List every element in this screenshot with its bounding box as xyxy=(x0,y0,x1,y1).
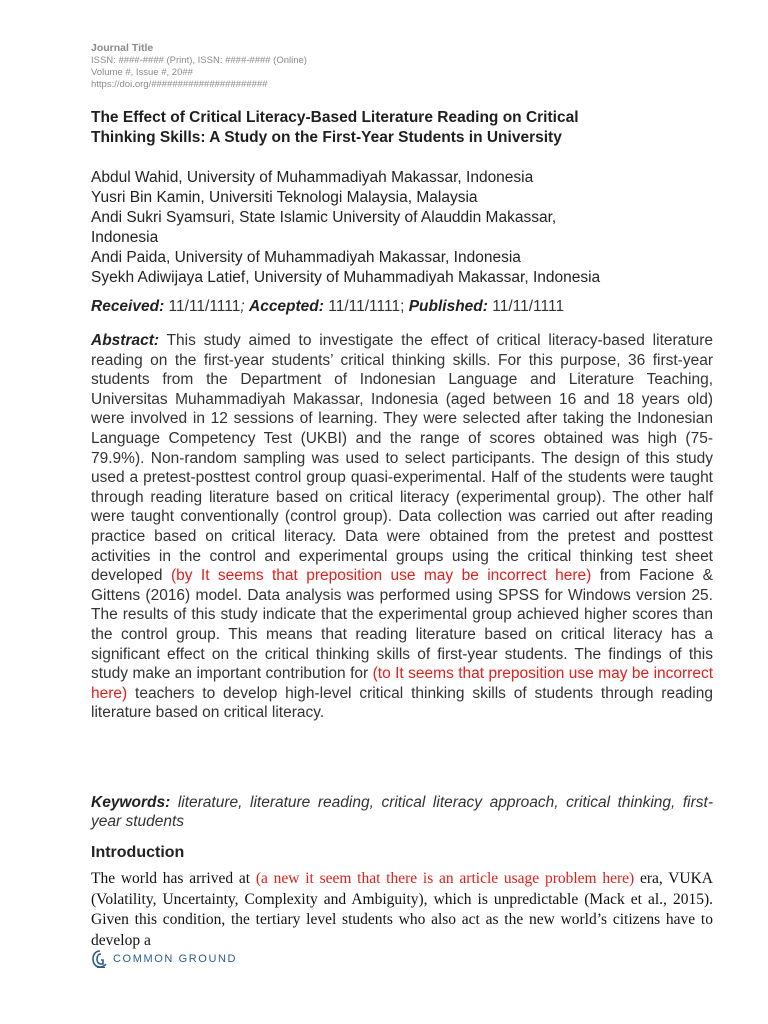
author-line: Syekh Adiwijaya Latief, University of Muhammadiyah Makassar, Indonesia xyxy=(91,269,601,286)
journal-header xyxy=(91,42,307,91)
abstract-text: teachers to develop high-level critical thinking skills of students through reading literature based on critical literacy. xyxy=(91,684,713,722)
keywords xyxy=(91,793,713,831)
section-heading-introduction: Introduction xyxy=(91,844,185,861)
abstract-label: Abstract: xyxy=(91,332,160,349)
paper-title-line-2: Thinking Skills: A Study on the First-Year Students in University xyxy=(91,129,562,146)
logo-text: COMMON GROUND xyxy=(113,953,238,965)
keywords-text: literature, literature reading, critical literacy approach, critical thinking, first-year students xyxy=(91,794,713,830)
accepted-label: Accepted: xyxy=(249,298,324,315)
paper-title xyxy=(91,108,691,148)
introduction-paragraph xyxy=(91,869,713,951)
received-date: 11/11/1111 xyxy=(168,298,241,315)
abstract xyxy=(91,331,713,723)
publication-dates: Received: 11/11/1111; Accepted: 11/11/1111; Published: 11/11/1111 xyxy=(91,298,565,315)
published-date: 11/11/1111 xyxy=(492,298,565,315)
abstract-text: This study aimed to investigate the effect of critical literacy-based literature reading on the first-year students’ critical thinking skills. For this purpose, 36 first-year students from the Department of Indonesian Language and Literature Teaching, Universitas Muhammadiyah Makassar, Indonesia (aged between 16 and 18 years old) were involved in 12 sessions of learning. They were selected after taking the Indonesian Language Competency Test (UKBI) and the range of scores obtained was high (75-79.9%). Non-random sampling was used to select participants. The design of this study used a pretest-posttest control group quasi-experimental. Half of the students were taught through reading literature based on critical literacy (experimental group). The other half were taught conventionally (control group). Data collection was carried out after reading practice based on critical literacy. Data were obtained from the pretest and posttest activities in the control and experimental groups using the critical thinking test sheet developed xyxy=(91,332,713,585)
journal-title: Journal Title xyxy=(91,42,154,54)
intro-text: The world has arrived at xyxy=(91,870,251,887)
author-line: Yusri Bin Kamin, Universiti Teknologi Malaysia, Malaysia xyxy=(91,189,478,206)
author-line: Abdul Wahid, University of Muhammadiyah Makassar, Indonesia xyxy=(91,169,534,186)
accepted-date: 11/11/1111 xyxy=(328,298,401,315)
journal-issn: ISSN: ####-#### (Print), ISSN: ####-#### (Online) xyxy=(91,55,307,66)
review-comment[interactable]: (a new it seem that there is an article usage problem here) xyxy=(255,870,635,887)
abstract-text: from Facione & Gittens (2016) model. Data analysis was performed using SPSS for Windows version 25. The results of this study indicate that the experimental group achieved higher scores than the control group. This means that reading literature based on critical literacy has a significant effect on the critical thinking skills of first-year students. The findings of this study make an important contribution for xyxy=(91,567,714,683)
intro-text: era, VUKA (Volatility, Uncertainty, Complexity and Ambiguity), which is unpredictable (Mack et al., 2015). Given this condition, the tertiary level students who also act as the new world’s citizens have to develop a xyxy=(91,870,714,949)
author-line: Indonesia xyxy=(91,229,159,246)
received-label: Received: xyxy=(91,298,165,315)
author-line: Andi Sukri Syamsuri, State Islamic University of Alauddin Makassar, xyxy=(91,209,557,226)
review-comment[interactable]: (to It seems that preposition use may be incorrect here) xyxy=(91,665,714,702)
journal-volume: Volume #, Issue #, 20## xyxy=(91,67,193,78)
common-ground-logo xyxy=(91,949,237,969)
author-line: Andi Paida, University of Muhammadiyah Makassar, Indonesia xyxy=(91,249,521,266)
journal-doi: https://doi.org/###################### xyxy=(91,79,268,90)
paper-title-line-1: The Effect of Critical Literacy-Based Literature Reading on Critical xyxy=(91,109,579,126)
author-list xyxy=(91,168,711,288)
keywords-label: Keywords: xyxy=(91,794,171,811)
review-comment[interactable]: (by It seems that preposition use may be incorrect here) xyxy=(170,567,592,585)
published-label: Published: xyxy=(408,298,488,315)
common-ground-icon xyxy=(91,949,109,969)
